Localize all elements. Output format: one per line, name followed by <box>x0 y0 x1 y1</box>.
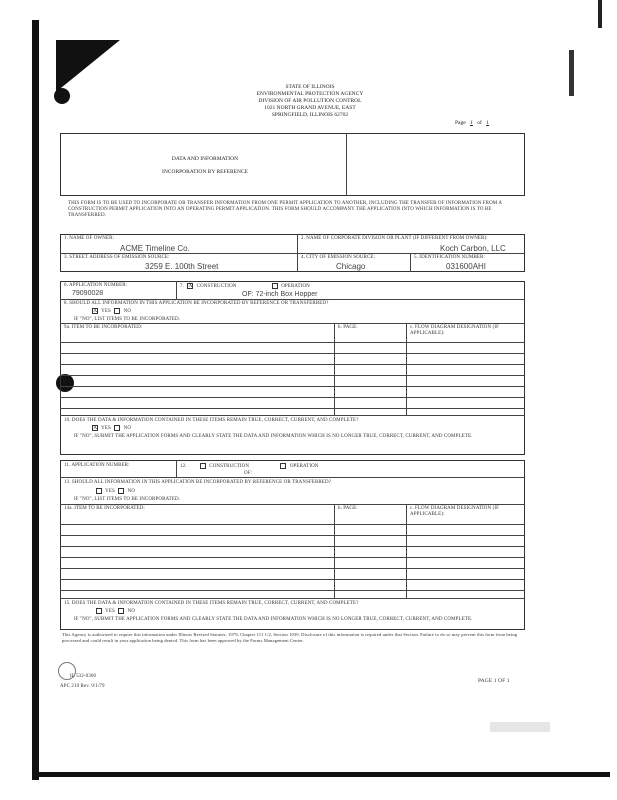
owner-col-divider <box>297 234 298 272</box>
app2-col-divider <box>176 460 177 477</box>
f7-construction-label: CONSTRUCTION <box>196 284 237 290</box>
table2-bottom <box>60 598 525 599</box>
header-state: STATE OF ILLINOIS <box>285 84 335 90</box>
table2-row <box>60 524 525 525</box>
table2-row <box>60 546 525 547</box>
f15-yes-checkbox[interactable] <box>96 608 102 614</box>
table1-row <box>60 342 525 343</box>
f10-yes-label: YES <box>101 426 111 432</box>
table2-col-c <box>406 504 407 598</box>
f12-construction-label: CONSTRUCTION <box>209 464 250 470</box>
header-division: DIVISION OF AIR POLLUTION CONTROL <box>258 98 362 104</box>
f7-row <box>180 283 520 290</box>
page-label: Page <box>455 120 466 126</box>
f15-if-no: IF "NO", SUBMIT THE APPLICATION FORMS AND CLEARLY STATE THE DATA AND INFORMATION WHICH IS NO LONGER TRUE, CORRECT, CURRENT, AND COMPLETE. <box>74 617 473 622</box>
table2-row <box>60 579 525 580</box>
table2-col-b <box>334 504 335 598</box>
seal-text: IL 532-0360 <box>70 674 97 679</box>
f12-construction-checkbox[interactable] <box>200 463 206 469</box>
app1-col-divider <box>176 281 177 299</box>
table1-row <box>60 386 525 387</box>
f8-label: 8. SHOULD ALL INFORMATION IN THIS APPLICATION BE INCORPORATED BY REFERENCE OR TRANSFERRED? <box>64 301 329 306</box>
f10-yes-checkbox[interactable]: X <box>93 425 98 431</box>
f10-label: 10. DOES THE DATA & INFORMATION CONTAINED IN THESE ITEMS REMAIN TRUE, CORRECT, CURRENT, AND COMPLETE? <box>64 418 359 423</box>
f8-no-label: NO <box>123 309 132 315</box>
title-divider <box>346 133 347 196</box>
f13-no-label: NO <box>127 489 136 495</box>
disclaimer-text: This Agency is authorized to require this information under Illinois Revised Statutes, 1979, Chapter 111 1/2, Section 1039. Disclosure of this information is required under that Section. Failure to do so may prevent this form from being processed and could result in your application being denied. This form has been approved by the Forms Management Center. <box>62 632 518 643</box>
f5-value: 031600AHI <box>446 262 487 271</box>
f8-if-no: IF "NO", LIST ITEMS TO BE INCORPORATED. <box>74 317 181 322</box>
f12-of: OF: <box>244 471 253 476</box>
f10-options <box>90 425 131 432</box>
f10-if-no: IF "NO", SUBMIT THE APPLICATION FORMS AND CLEARLY STATE THE DATA AND INFORMATION WHICH IS NO LONGER TRUE, CORRECT, CURRENT, AND COMPLETE. <box>74 434 473 439</box>
f15-label: 15. DOES THE DATA & INFORMATION CONTAINED IN THESE ITEMS REMAIN TRUE, CORRECT, CURRENT, AND COMPLETE? <box>64 601 359 606</box>
f1-value: ACME Timeline Co. <box>120 244 190 253</box>
f15-no-label: NO <box>127 609 136 615</box>
f13-yes-checkbox[interactable] <box>96 488 102 494</box>
scan-right-mark <box>569 50 574 96</box>
table1-row <box>60 408 525 409</box>
page-total: 1 <box>486 120 489 126</box>
page-counter <box>455 120 535 127</box>
page-current: 1 <box>470 120 473 126</box>
f3-value: 3259 E. 100th Street <box>145 262 219 271</box>
f8-no-checkbox[interactable] <box>114 308 120 314</box>
f13-options <box>94 488 135 495</box>
table2-row <box>60 535 525 536</box>
f13-label: 13. SHOULD ALL INFORMATION IN THIS APPLICATION BE INCORPORATED BY REFERENCE OR TRANSFERRED? <box>64 480 332 485</box>
scan-margin-bar <box>32 20 39 780</box>
table1-col-c <box>406 323 407 415</box>
f13-if-no: IF "NO", LIST ITEMS TO BE INCORPORATED. <box>74 497 181 502</box>
f15-yes-label: YES <box>105 609 115 615</box>
f10-no-label: NO <box>123 426 132 432</box>
f12-label: 12. <box>180 464 187 470</box>
f12-row <box>180 463 520 470</box>
f13-yes-label: YES <box>105 489 115 495</box>
table1-bottom <box>60 415 525 416</box>
city-col-divider <box>410 253 411 272</box>
f6-label: 6. APPLICATION NUMBER: <box>64 283 128 288</box>
table1-row <box>60 397 525 398</box>
app2-row-divider <box>60 477 525 478</box>
table1-row <box>60 375 525 376</box>
table2-row <box>60 568 525 569</box>
f1-label: 1. NAME OF OWNER: <box>64 236 115 241</box>
f15-options <box>94 608 135 615</box>
f7-of: OF: 72-inch Box Hopper <box>242 291 318 298</box>
f7-construction-checkbox[interactable]: X <box>188 283 193 289</box>
scan-smudge <box>490 722 550 732</box>
f6-value: 79090028 <box>72 290 104 297</box>
table2-row <box>60 590 525 591</box>
header-address: 1021 NORTH GRAND AVENUE, EAST <box>264 105 356 111</box>
header-city: SPRINGFIELD, ILLINOIS 62702 <box>271 112 349 118</box>
table1-col-b <box>334 323 335 415</box>
owner-row-divider <box>60 253 525 254</box>
f14b-label: b. PAGE: <box>338 506 358 511</box>
app1-row-divider <box>60 299 525 300</box>
punch-hole-top <box>54 88 70 104</box>
f8-yes-checkbox[interactable]: X <box>93 308 98 314</box>
scan-corner-triangle <box>56 40 120 92</box>
f13-no-checkbox[interactable] <box>118 488 124 494</box>
table2-top <box>60 504 525 505</box>
f5-label: 5. IDENTIFICATION NUMBER: <box>414 255 485 260</box>
f4-label: 4. CITY OF EMISSION SOURCE: <box>301 255 376 260</box>
f12-operation-checkbox[interactable] <box>280 463 286 469</box>
intro-text: THIS FORM IS TO BE USED TO INCORPORATE OR TRANSFER INFORMATION FROM ONE PERMIT APPLICATION TO ANOTHER, INCLUDING THE TRANSFER OF INFORMATION FROM A CONSTRUCTION PERMIT APPLICATION INTO AN OPERATING PERMIT APPLICATION. THIS FORM SHOULD ACCOMPANY THE APPLICATION INTO WHICH INFORMATION IS TO BE TRANSFERRED. <box>68 201 502 218</box>
agency-header <box>200 84 420 119</box>
footer-page-of: PAGE 1 OF 1 <box>478 678 510 684</box>
f12-operation-label: OPERATION <box>289 464 319 470</box>
title-text <box>120 156 290 176</box>
f11-label: 11. APPLICATION NUMBER: <box>64 463 130 468</box>
f10-no-checkbox[interactable] <box>114 425 120 431</box>
f14c-label: c. FLOW DIAGRAM DESIGNATION (IF APPLICABLE): <box>410 506 499 517</box>
scan-bottom-bar <box>32 772 610 777</box>
f7-operation-label: OPERATION <box>281 284 310 290</box>
page-of: of <box>477 120 482 126</box>
f8-yes-label: YES <box>101 309 111 315</box>
table1-row <box>60 353 525 354</box>
f7-operation-checkbox[interactable] <box>272 283 278 289</box>
f8-options <box>90 308 131 315</box>
header-agency: ENVIRONMENTAL PROTECTION AGENCY <box>256 91 364 97</box>
f4-value: Chicago <box>336 262 366 271</box>
form-code: APC 210 Rev. 9/1/79 <box>60 684 105 689</box>
f14a-label: 14a. ITEM TO BE INCORPORATED: <box>64 506 145 511</box>
f9c-label: c. FLOW DIAGRAM DESIGNATION (IF APPLICABLE): <box>410 325 499 336</box>
table1-top <box>60 323 525 324</box>
title-line-1: DATA AND INFORMATION <box>171 156 239 162</box>
f7-label: 7. <box>180 284 184 290</box>
f2-value: Koch Carbon, LLC <box>440 244 506 253</box>
title-line-2: INCORPORATION BY REFERENCE <box>162 169 248 175</box>
f2-label: 2. NAME OF CORPORATE DIVISION OR PLANT (IF DIFFERENT FROM OWNER): <box>301 236 488 241</box>
table2-row <box>60 557 525 558</box>
f9b-label: b. PAGE: <box>338 325 358 330</box>
scan-right-bar <box>598 0 602 28</box>
table1-row <box>60 364 525 365</box>
f15-no-checkbox[interactable] <box>118 608 124 614</box>
f9a-label: 9a. ITEM TO BE INCORPORATED: <box>64 325 143 330</box>
f3-label: 3. STREET ADDRESS OF EMISSION SOURCE: <box>64 255 170 260</box>
